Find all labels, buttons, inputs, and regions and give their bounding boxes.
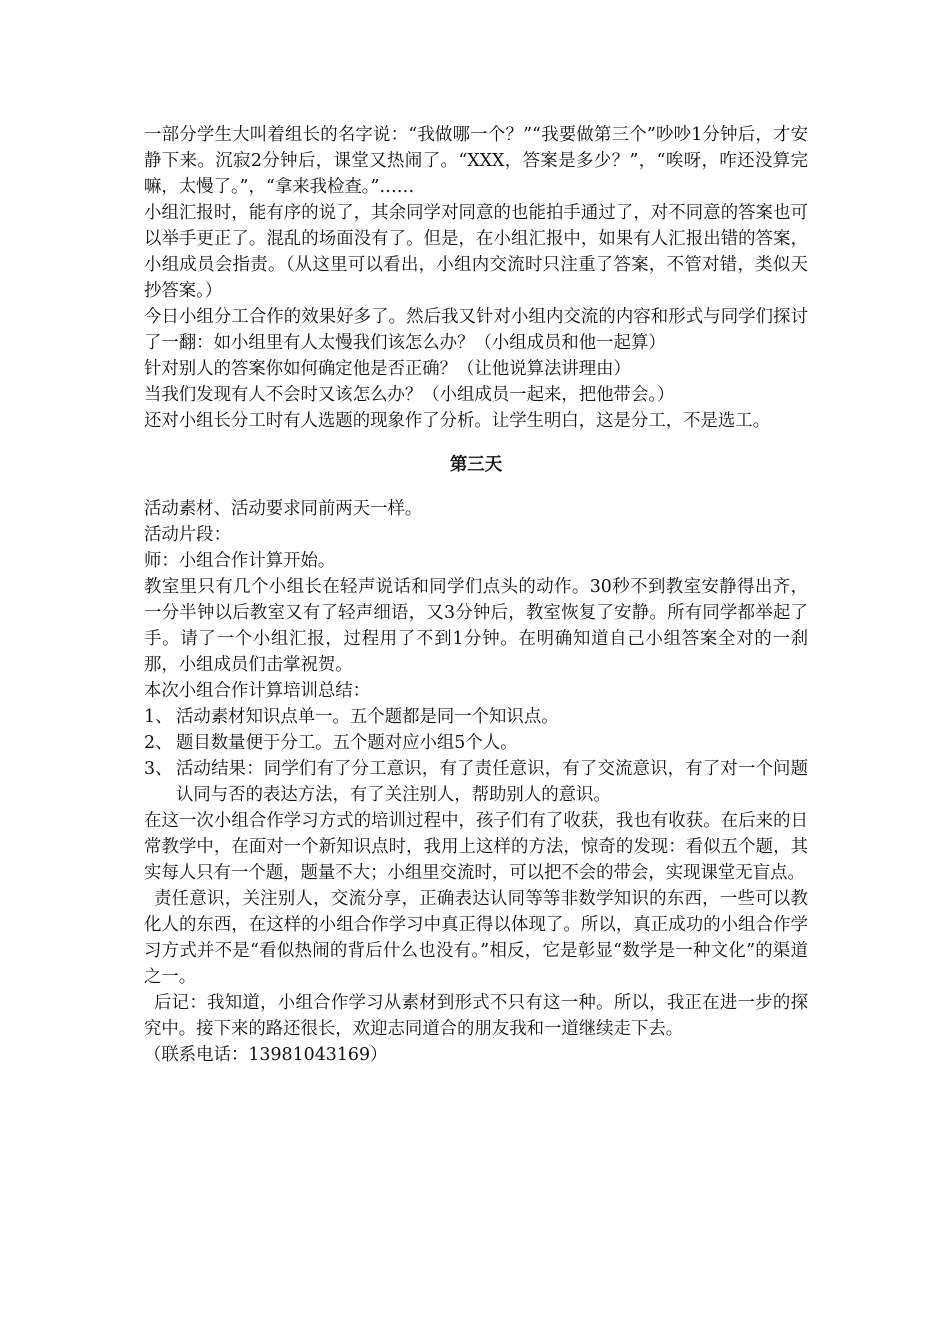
paragraph: 活动素材、活动要求同前两天一样。 [144, 499, 423, 519]
paragraph: 在这一次小组合作学习方式的培训过程中，孩子们有了收获，我也有收获。在后来的日常教学中，在面对一个新知识点时，我用上这样的方法，惊奇的发现：看似五个题，其实每人只有一个题，题量不大；小组里交流时，可以把不会的带会，实现课堂无盲点。 [144, 811, 808, 883]
document-page [144, 122, 808, 1068]
summary-list [144, 704, 808, 808]
paragraph: 小组汇报时，能有序的说了，其余同学对同意的也能拍手通过了，对不同意的答案也可以举手更正了。混乱的场面没有了。但是，在小组汇报中，如果有人汇报出错的答案，小组成员会指责。（从这里可以看出，小组内交流时只注重了答案，不管对错，类似天抄答案。） [144, 203, 808, 301]
list-item [144, 730, 808, 756]
paragraph: 当我们发现有人不会时又该怎么办？（小组成员一起来，把他带会。） [144, 385, 675, 405]
paragraph: 后记：我知道，小组合作学习从素材到形式不只有这一种。所以，我正在进一步的探究中。接下来的路还很长，欢迎志同道合的朋友我和一道继续走下去。 [144, 993, 808, 1039]
list-item [144, 704, 808, 730]
contact-line: （联系电话：13981043169） [144, 1045, 388, 1065]
list-text: 活动素材知识点单一。五个题都是同一个知识点。 [176, 707, 559, 727]
list-number: 1、 [144, 707, 173, 727]
paragraph: 还对小组长分工时有人选题的现象作了分析。让学生明白，这是分工，不是选工。 [144, 411, 771, 431]
paragraph: 师：小组合作计算开始。 [144, 551, 336, 571]
list-text: 题目数量便于分工。五个题对应小组5个人。 [176, 733, 518, 753]
paragraph: 教室里只有几个小组长在轻声说话和同学们点头的动作。30秒不到教室安静得出齐，一分半钟以后教室又有了轻声细语，又3分钟后，教室恢复了安静。所有同学都举起了手。请了一个小组汇报，过程用了不到1分钟。在明确知道自己小组答案全对的一刹那，小组成员们击掌祝贺。 [144, 577, 808, 675]
list-number: 3、 [144, 759, 173, 779]
paragraph: 责任意识，关注别人，交流分享，正确表达认同等等非数学知识的东西，一些可以教化人的东西，在这样的小组合作学习中真正得以体现了。所以，真正成功的小组合作学习方式并不是“看似热闹的背后什么也没有。”相反，它是彰显“数学是一种文化”的渠道之一。 [144, 889, 808, 987]
list-text: 活动结果：同学们有了分工意识，有了责任意识，有了交流意识，有了对一个问题认同与否的表达方法，有了关注别人，帮助别人的意识。 [176, 759, 808, 805]
list-number: 2、 [144, 733, 173, 753]
paragraph: 本次小组合作计算培训总结： [144, 681, 371, 701]
paragraph: 今日小组分工合作的效果好多了。然后我又针对小组内交流的内容和形式与同学们探讨了一翻：如小组里有人太慢我们该怎么办？（小组成员和他一起算） [144, 307, 808, 353]
list-item [144, 756, 808, 808]
paragraph: 一部分学生大叫着组长的名字说：“我做哪一个？”“我要做第三个”吵吵1分钟后，才安静下来。沉寂2分钟后，课堂又热闹了。“XXX，答案是多少？”，“唉呀，咋还没算完嘛，太慢了。”，“拿来我检查。”…… [144, 125, 808, 197]
paragraph: 针对别人的答案你如何确定他是否正确？（让他说算法讲理由） [144, 359, 631, 379]
section-heading: 第三天 [449, 455, 503, 475]
paragraph: 活动片段： [144, 525, 231, 545]
